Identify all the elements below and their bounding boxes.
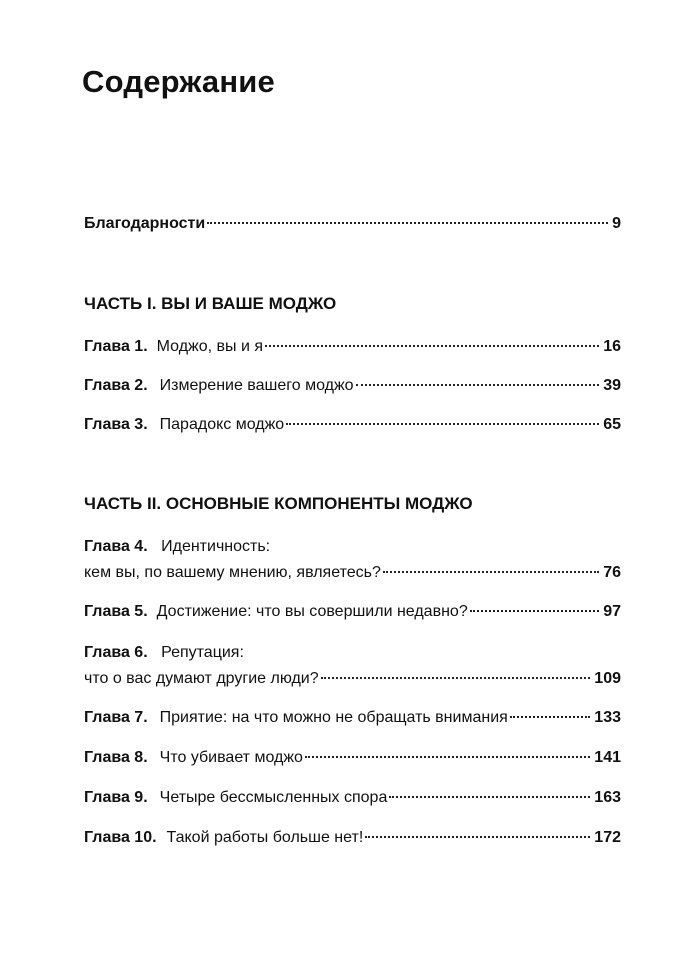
dot-leader: [207, 221, 608, 224]
dot-leader: [321, 676, 591, 679]
page-number: 39: [603, 377, 621, 394]
toc-entry-chapter-2[interactable]: [84, 376, 621, 396]
page-number: 109: [594, 670, 621, 687]
page-number: 172: [594, 829, 621, 846]
dot-leader: [305, 755, 590, 758]
chapter-label: Глава 3.: [84, 416, 148, 433]
dot-leader: [365, 835, 590, 838]
chapter-label: Глава 6.: [84, 644, 148, 661]
page-number: 76: [603, 564, 621, 581]
chapter-title: Измерение вашего моджо: [159, 377, 354, 394]
part-heading-1: ЧАСТЬ I. ВЫ И ВАШЕ МОДЖО: [84, 294, 337, 313]
page-number: 9: [612, 215, 621, 232]
dot-leader: [470, 609, 599, 612]
chapter-title: Приятие: на что можно не обращать внимания: [159, 709, 508, 726]
chapter-label: Глава 2.: [84, 377, 148, 394]
page-number: 97: [603, 603, 621, 620]
toc-entry-acknowledgements[interactable]: [84, 214, 621, 234]
toc-entry-chapter-10[interactable]: [84, 828, 621, 848]
chapter-title: Моджо, вы и я: [156, 338, 264, 355]
chapter-label: Глава 7.: [84, 709, 148, 726]
toc-entry-chapter-6[interactable]: [84, 669, 621, 689]
dot-leader: [356, 383, 600, 386]
chapter-label: Глава 4.: [84, 538, 148, 555]
chapter-label: Глава 10.: [84, 829, 157, 846]
chapter-title: Что убивает моджо: [159, 749, 303, 766]
chapter-title: кем вы, по вашему мнению, являетесь?: [84, 564, 381, 581]
chapter-6-first-line: [84, 643, 244, 663]
dot-leader: [383, 570, 599, 573]
part-heading-2: ЧАСТЬ II. ОСНОВНЫЕ КОМПОНЕНТЫ МОДЖО: [84, 494, 473, 513]
toc-entry-chapter-1[interactable]: [84, 337, 621, 357]
toc-entry-chapter-3[interactable]: [84, 415, 621, 435]
chapter-title: Четыре бессмысленных спора: [159, 789, 388, 806]
page-title: Содержание: [82, 64, 275, 99]
chapter-title-line1: Идентичность:: [161, 538, 271, 555]
toc-entry-chapter-7[interactable]: [84, 708, 621, 728]
dot-leader: [389, 795, 590, 798]
chapter-title: Такой работы больше нет!: [166, 829, 364, 846]
chapter-label: Глава 5.: [84, 603, 148, 620]
chapter-label: Глава 8.: [84, 749, 148, 766]
entry-label: Благодарности: [84, 215, 206, 232]
chapter-title: Достижение: что вы совершили недавно?: [156, 603, 468, 620]
chapter-title: Парадокс моджо: [159, 416, 285, 433]
chapter-4-first-line: [84, 537, 270, 557]
page-number: 163: [594, 789, 621, 806]
toc-entry-chapter-5[interactable]: [84, 602, 621, 622]
chapter-label: Глава 9.: [84, 789, 148, 806]
dot-leader: [286, 422, 599, 425]
toc-entry-chapter-8[interactable]: [84, 748, 621, 768]
page-number: 141: [594, 749, 621, 766]
toc-entry-chapter-4[interactable]: [84, 563, 621, 583]
page-number: 65: [603, 416, 621, 433]
dot-leader: [265, 344, 599, 347]
page-number: 16: [603, 338, 621, 355]
chapter-title: что о вас думают другие люди?: [84, 670, 319, 687]
chapter-label: Глава 1.: [84, 338, 148, 355]
toc-entry-chapter-9[interactable]: [84, 788, 621, 808]
chapter-title-line1: Репутация:: [161, 644, 244, 661]
page-number: 133: [594, 709, 621, 726]
dot-leader: [510, 715, 591, 718]
